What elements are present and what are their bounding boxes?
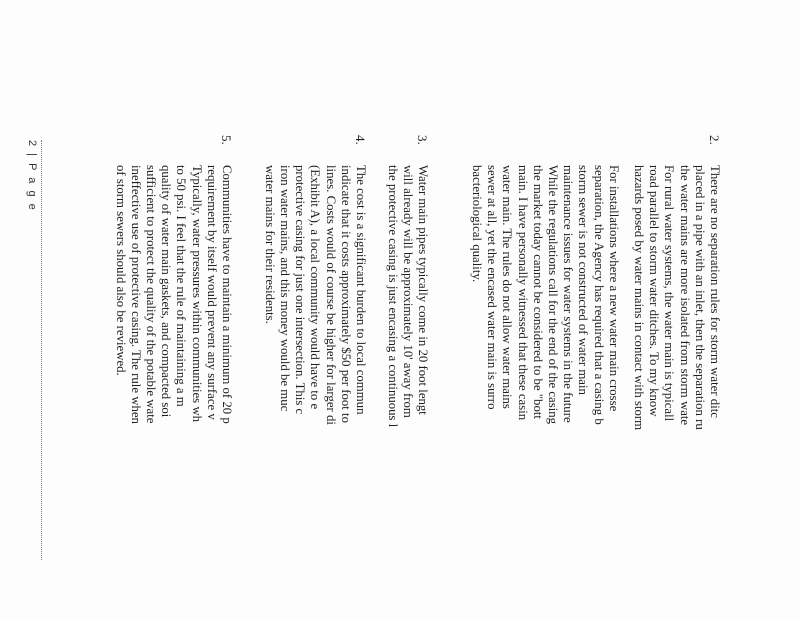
text-line: sewer at all, yet the encased water main is surro	[485, 165, 500, 410]
text-line: Communities have to maintain a minimum of 20 p	[220, 165, 234, 424]
text-line: to 50 psi. I feel that the rule of maintaining a m	[174, 165, 189, 407]
text-line: storm sewer is not constructed of water main	[576, 165, 591, 395]
text-line: maintenance issues for water systems in the future	[561, 165, 576, 423]
text-line: placed in a pipe with an inlet, then the separation ru	[692, 165, 707, 430]
list-item-5	[112, 135, 234, 605]
list-item-2	[469, 135, 722, 605]
text-line: ineffective use of protective casing. The rule when	[128, 165, 143, 424]
text-line: While the regulations call for the end of the casing	[545, 165, 560, 425]
text-line: sufficient to protect the quality of the potable wate	[143, 165, 158, 424]
text-line: of storm sewers should also be reviewed.	[113, 165, 128, 376]
text-line: For rural water systems, the water main is typicall	[662, 165, 677, 422]
item-number: 2.	[707, 135, 722, 145]
text-line: water mains for their residents.	[262, 165, 277, 324]
item-number: 5.	[219, 135, 234, 145]
text-line: iron water mains, and this money would be muc	[277, 165, 292, 412]
text-line: the protective casing is just encasing a continuous l	[385, 165, 400, 428]
text-line: For installations where a new water main crosse	[606, 165, 621, 412]
text-line: main. I have personally witnessed that these casin	[515, 165, 530, 421]
text-line: indicate that it costs approximately $50 per foot to	[338, 165, 353, 424]
text-line: separation, the Agency has required that a casing b	[591, 165, 606, 425]
text-line: There are no separation rules for storm water ditc	[708, 165, 722, 418]
text-line: the water mains are more isolated from storm wate	[677, 165, 692, 426]
text-line: Water main pipes typically come in 20 foot lengt	[416, 165, 430, 415]
text-line: water main. The rules do not allow water mains	[500, 165, 515, 409]
text-line: Typically, water pressures within communities wh	[189, 165, 204, 422]
list-item-4	[262, 135, 368, 605]
item-number: 3.	[415, 135, 430, 145]
list-item-3	[384, 135, 430, 605]
text-line: requirement by itself would prevent any surface v	[204, 165, 219, 420]
item-number: 4.	[353, 135, 368, 145]
text-line: The cost is a significant burden to local commun	[354, 165, 368, 415]
text-line: bacteriological quality.	[469, 165, 484, 283]
text-line: hazards posed by water mains in contact with storm	[631, 165, 646, 431]
text-line: quality of water main gaskets, and compacted soi	[159, 165, 174, 418]
text-line: protective casing for just one intersection. This c	[293, 165, 308, 415]
page-number-footer: 2 | P a g e	[26, 140, 42, 560]
text-line: will already will be approximately 10' away from	[400, 165, 415, 418]
text-line: road parallel to storm water ditches. To my know	[647, 165, 662, 417]
text-line: the market today cannot be considered to be "bott	[530, 165, 545, 419]
text-line: lines. Costs would of course be higher for larger di	[323, 165, 338, 425]
text-line: (Exhibit A), a local community would have to e	[308, 165, 323, 410]
